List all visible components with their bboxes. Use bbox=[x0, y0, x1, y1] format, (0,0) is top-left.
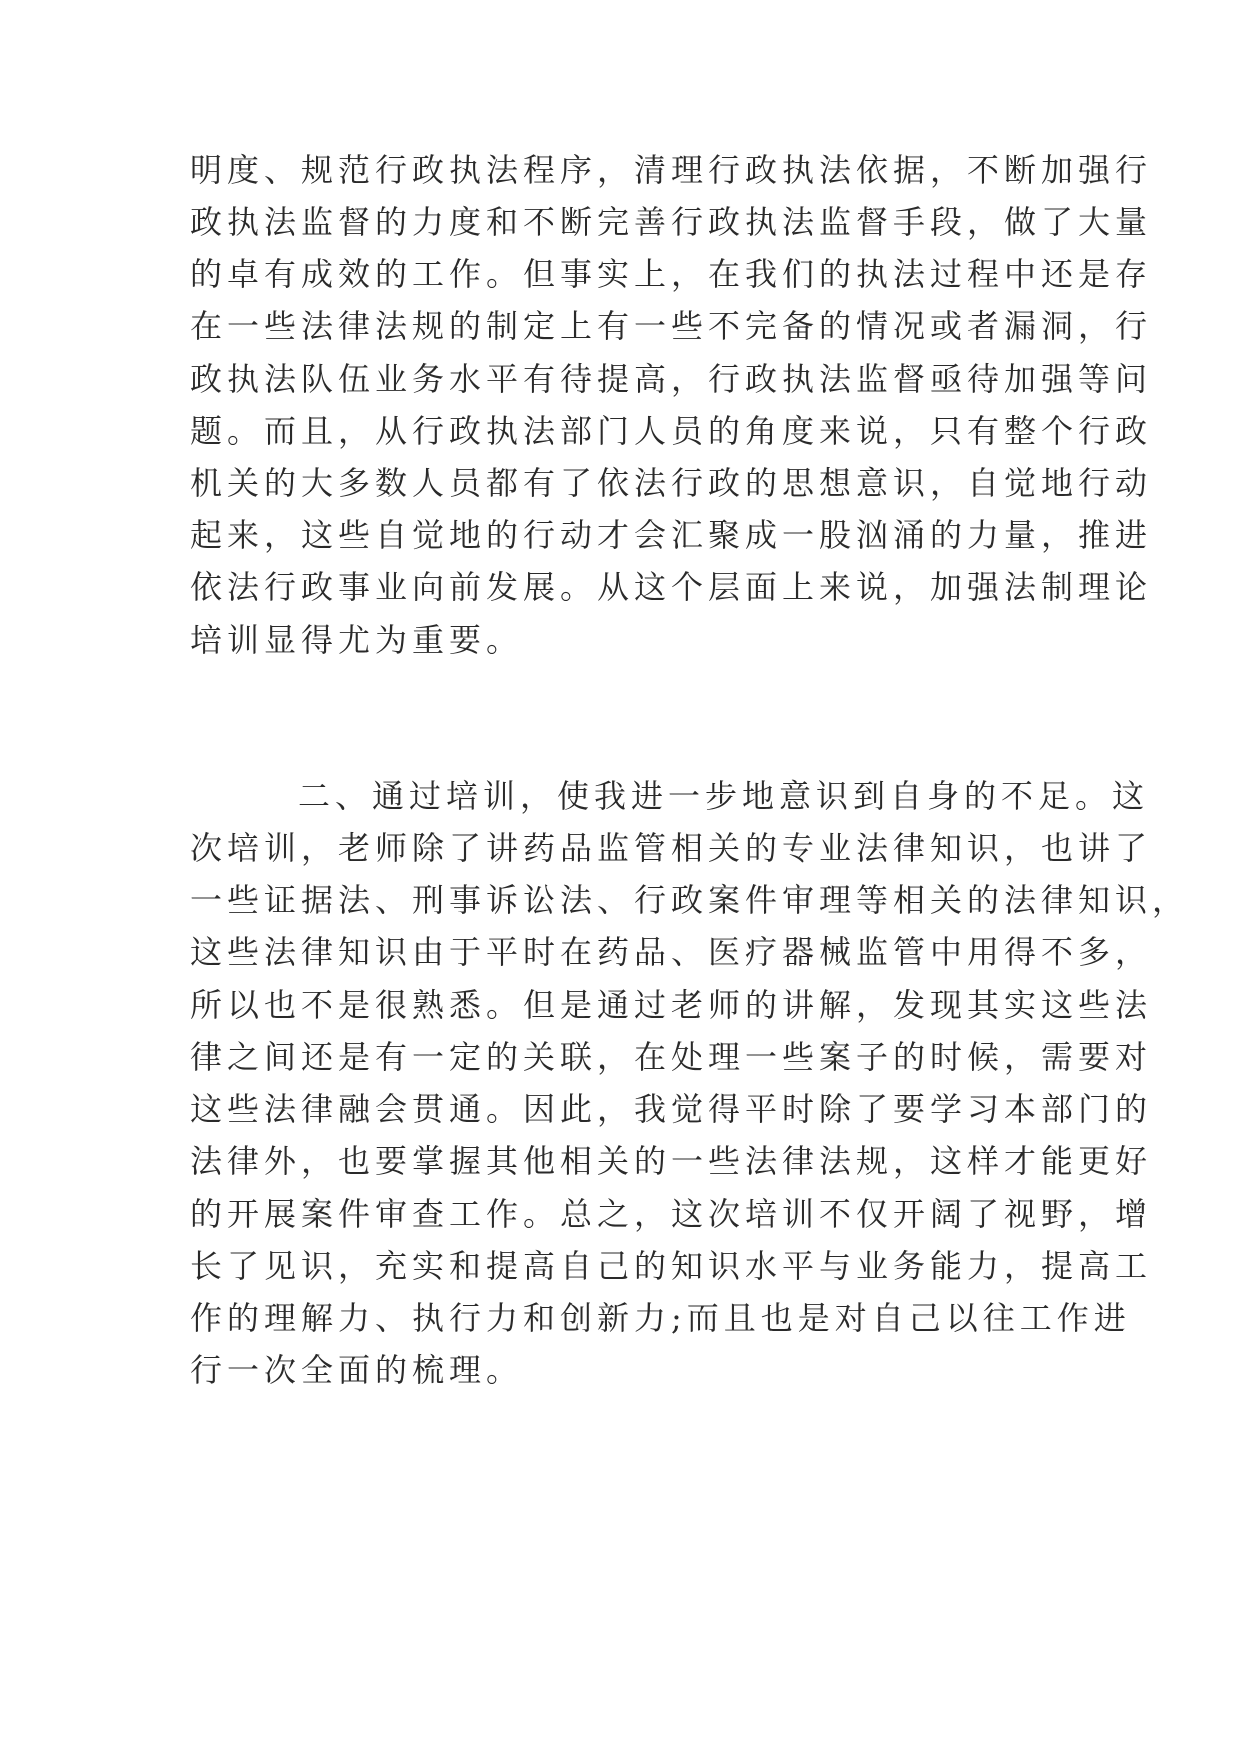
paragraph-2-line: 这些法律知识由于平时在药品、医疗器械监管中用得不多， bbox=[190, 933, 1153, 971]
paragraph-1-line: 机关的大多数人员都有了依法行政的思想意识，自觉地行动 bbox=[190, 464, 1153, 502]
paragraph-2-line: 这些法律融会贯通。因此，我觉得平时除了要学习本部门的 bbox=[190, 1090, 1153, 1128]
paragraph-2-line: 行一次全面的梳理。 bbox=[190, 1351, 524, 1389]
paragraph-1-line: 题。而且，从行政执法部门人员的角度来说，只有整个行政 bbox=[190, 412, 1153, 450]
paragraph-2-line: 法律外，也要掌握其他相关的一些法律法规，这样才能更好 bbox=[190, 1142, 1153, 1180]
paragraph-2-line: 一些证据法、刑事诉讼法、行政案件审理等相关的法律知识， bbox=[190, 881, 1190, 919]
paragraph-2-line: 二、通过培训，使我进一步地意识到自身的不足。这 bbox=[298, 777, 1150, 815]
paragraph-2-line: 所以也不是很熟悉。但是通过老师的讲解，发现其实这些法 bbox=[190, 986, 1153, 1024]
paragraph-1-line: 明度、规范行政执法程序，清理行政执法依据，不断加强行 bbox=[190, 151, 1153, 189]
paragraph-2-line: 作的理解力、执行力和创新力;而且也是对自己以往工作进 bbox=[190, 1299, 1131, 1337]
paragraph-1-line: 依法行政事业向前发展。从这个层面上来说，加强法制理论 bbox=[190, 568, 1153, 606]
paragraph-1-line: 政执法监督的力度和不断完善行政执法监督手段，做了大量 bbox=[190, 203, 1153, 241]
paragraph-2-line: 长了见识，充实和提高自己的知识水平与业务能力，提高工 bbox=[190, 1247, 1153, 1285]
paragraph-1-line: 在一些法律法规的制定上有一些不完备的情况或者漏洞，行 bbox=[190, 307, 1153, 345]
paragraph-1-line: 起来，这些自觉地的行动才会汇聚成一股汹涌的力量，推进 bbox=[190, 516, 1153, 554]
paragraph-1-line: 培训显得尤为重要。 bbox=[190, 621, 524, 659]
paragraph-1-line: 的卓有成效的工作。但事实上，在我们的执法过程中还是存 bbox=[190, 255, 1153, 293]
paragraph-2-line: 的开展案件审查工作。总之，这次培训不仅开阔了视野，增 bbox=[190, 1195, 1153, 1233]
paragraph-2-line: 次培训，老师除了讲药品监管相关的专业法律知识，也讲了 bbox=[190, 829, 1153, 867]
paragraph-1-line: 政执法队伍业务水平有待提高，行政执法监督亟待加强等问 bbox=[190, 360, 1153, 398]
paragraph-2-line: 律之间还是有一定的关联，在处理一些案子的时候，需要对 bbox=[190, 1038, 1153, 1076]
